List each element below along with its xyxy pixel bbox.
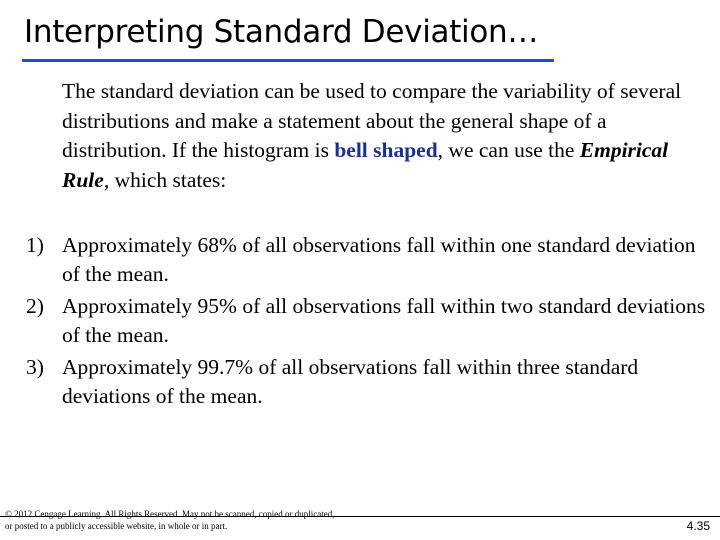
rule-number: 2) [26, 294, 44, 318]
rule-text: Approximately 68% of all observations fall within one standard deviation of the mean. [62, 233, 696, 286]
empirical-rule-list [26, 231, 716, 414]
page-number: 4.35 [686, 519, 710, 533]
rule-text: Approximately 99.7% of all observations fall within three standard deviations of the mean. [62, 355, 639, 408]
rule-item-2 [26, 292, 716, 350]
rule-text: Approximately 95% of all observations fall within two standard deviations of the mean. [62, 294, 706, 347]
copyright-notice: © 2012 Cengage Learning. All Rights Reserved. May not be scanned, copied or duplicated, or posted to a publicly accessible website, in whole or in part. [5, 509, 335, 531]
title-underline [22, 59, 554, 62]
bell-shaped-term: bell shaped [334, 138, 438, 162]
slide-title: Interpreting Standard Deviation… [24, 14, 539, 50]
rule-number: 3) [26, 355, 44, 379]
rule-number: 1) [26, 233, 44, 257]
rule-item-3 [26, 353, 716, 411]
empirical-rule-term: Empirical Rule [62, 138, 669, 192]
intro-text-start: The standard deviation can be used to compare the variability of several distributions and make a statement about the general shape of a distribution. If the histogram is [62, 79, 682, 162]
intro-paragraph [62, 77, 712, 195]
rule-item-1 [26, 231, 716, 289]
intro-text-end: , which states: [103, 167, 227, 192]
intro-text-middle: , we can use the [437, 138, 580, 162]
